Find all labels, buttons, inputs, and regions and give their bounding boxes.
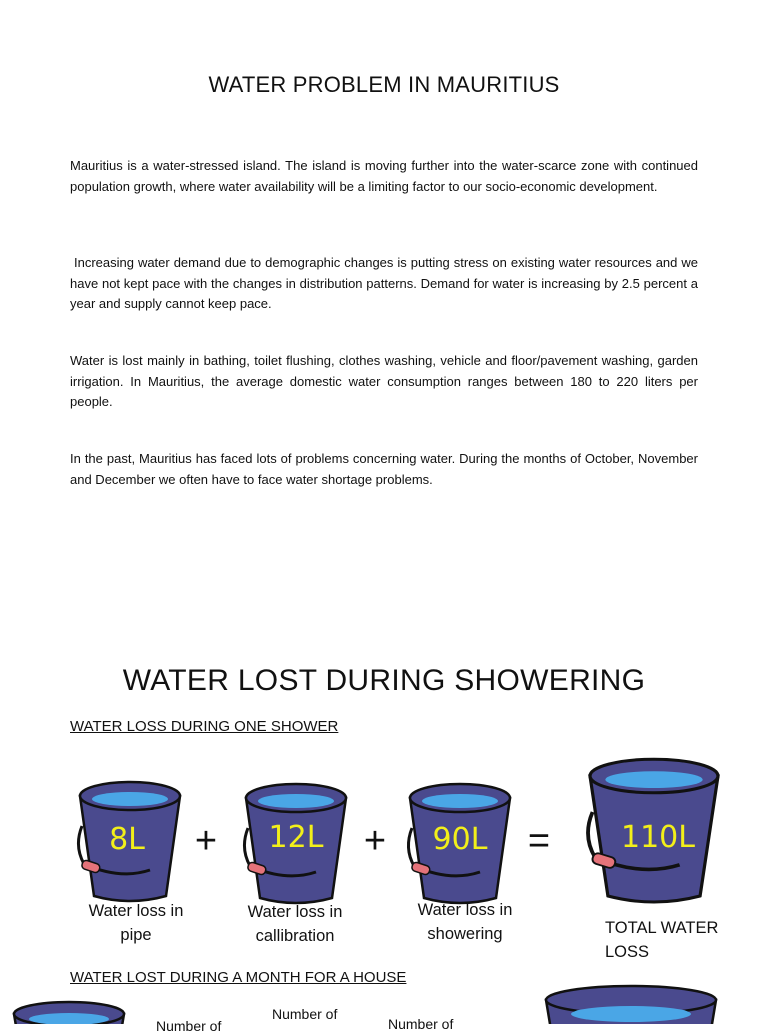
partial-label-cut-word: Number of (156, 1018, 222, 1034)
caption-pipe (70, 899, 202, 947)
partial-label-number-of-2: Number of (388, 1016, 454, 1032)
caption-showering-line1: Water loss in (417, 901, 513, 919)
plus-sign-1: + (194, 820, 218, 862)
paragraph-3: Water is lost mainly in bathing, toilet flushing, clothes washing, vehicle and floor/pavement washing, garden irrigation. In Mauritius, the average domestic water consumption ranges between 180 to 220 liters per people. (70, 353, 698, 409)
paragraph-4: In the past, Mauritius has faced lots of problems concerning water. During the months of October, November and December we often have to face water shortage problems. (70, 451, 698, 487)
caption-callibration-line2: callibration (255, 927, 335, 945)
plus-sign-2: + (363, 820, 387, 862)
bucket-value-110l: 110L (621, 820, 695, 855)
caption-pipe-line1: Water loss in (88, 902, 184, 920)
subheading-one-shower: WATER LOSS DURING ONE SHOWER (70, 718, 339, 735)
bucket-partial-left (14, 1002, 124, 1024)
bucket-value-8l: 8L (109, 822, 145, 857)
bucket-partial-right (546, 986, 716, 1024)
caption-total (605, 916, 745, 964)
paragraph-1: Mauritius is a water-stressed island. The island is moving further into the water-scarce zone with continued population growth, where water availability will be a limiting factor to our socio-economic development. (70, 158, 698, 194)
section-title: WATER LOST DURING SHOWERING (122, 664, 646, 697)
page-title: WATER PROBLEM IN MAURITIUS (208, 72, 560, 97)
equals-sign: = (527, 820, 551, 862)
caption-showering-line2: showering (427, 925, 503, 943)
caption-total-line1: TOTAL WATER (605, 919, 719, 937)
bucket-value-90l: 90L (432, 822, 488, 857)
caption-pipe-line2: pipe (120, 926, 152, 944)
caption-showering (398, 898, 532, 946)
bucket-value-12l: 12L (268, 820, 324, 855)
caption-callibration (228, 900, 362, 948)
caption-total-line2: LOSS (605, 943, 650, 961)
subheading-month: WATER LOST DURING A MONTH FOR A HOUSE (70, 969, 407, 986)
caption-callibration-line1: Water loss in (247, 903, 343, 921)
paragraph-2: Increasing water demand due to demographic changes is putting stress on existing water resources and we have not kept pace with the changes in distribution patterns. Demand for water is increasing by 2.5 percent a year and supply cannot keep pace. (70, 255, 702, 311)
partial-label-number-of-1: Number of (272, 1006, 338, 1022)
